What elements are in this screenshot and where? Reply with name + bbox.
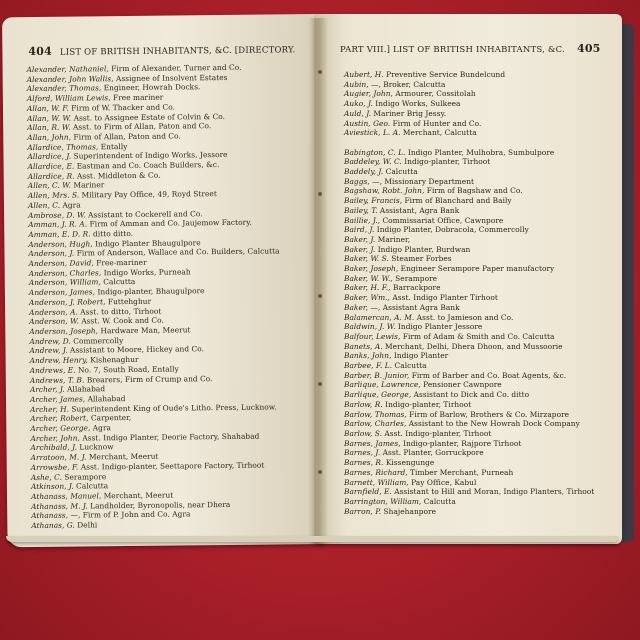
directory-entry [344, 322, 594, 332]
entry-name: Ashe, C. [30, 472, 62, 482]
entry-description: Steamer Forbes [388, 254, 452, 264]
binding-stitch [318, 192, 322, 196]
entry-description: Assistant to Cockerell and Co. [85, 208, 203, 219]
entry-name: Baker, W. W., [344, 273, 393, 283]
entry-description: Firm of Hunter and Co. [390, 118, 482, 128]
entry-name: Augier, John, [344, 89, 393, 99]
entry-name: Baker, W. S. [344, 254, 389, 264]
entry-name: Baillie, J., [344, 215, 381, 225]
directory-entry [344, 497, 594, 507]
entry-description: Merchant, Meerut [101, 490, 174, 501]
entry-description: Asst. W. Cook and Co. [78, 315, 164, 326]
entry-description: Indigo Planter Jessore [395, 322, 483, 332]
right-page [316, 14, 622, 544]
directory-entry [344, 245, 594, 255]
directory-entry [344, 264, 594, 274]
directory-entry [344, 293, 594, 303]
entry-name: Allardice, J. [27, 151, 72, 162]
entry-description: Firm of Barlow, Brothers & Co. Mirzapore [406, 409, 570, 419]
entry-name: Barlow, R. [344, 399, 383, 409]
left-header-title: LIST OF BRITISH INHABITANTS, &C. [DIRECTORY. [59, 45, 296, 58]
entry-description: Military Pay Office, 49, Royd Street [79, 189, 217, 200]
entry-description: Asst. Indigo Planter, Deorie Factory, Shahabad [79, 431, 260, 443]
entry-description: Kissengunge [383, 458, 435, 468]
directory-entry [344, 196, 594, 206]
right-header-title: PART VIII.] LIST OF BRITISH INHABITANTS, &C. [340, 45, 565, 55]
entry-name: Arrowsbe, F. [30, 462, 79, 472]
entry-name: Bagshaw, Robt. John, [344, 186, 425, 196]
directory-entry [344, 70, 594, 80]
entry-name: Aubert, H. [344, 70, 384, 79]
entry-description: Firm of Anderson, Wallace and Co. Builders, Calcutta [74, 246, 280, 258]
entry-description: Armourer, Cossitolah [392, 89, 476, 99]
directory-entry [344, 410, 594, 420]
entry-name: Barnes, Richard, [344, 467, 408, 477]
directory-entry [344, 361, 594, 371]
entry-name: Baker, J. [344, 244, 376, 254]
directory-entry [344, 235, 594, 245]
directory-entry [344, 351, 594, 361]
directory-entry [344, 390, 594, 400]
entry-description: Engineer, Howrah Docks. [101, 82, 201, 93]
entry-name: Archer, John, [30, 433, 80, 443]
entry-name: Babington, C. L. [344, 147, 406, 157]
entry-description: Hardware Man, Meerut [97, 325, 191, 336]
entry-name: Austin, Geo. [344, 118, 391, 128]
entry-name: Auld, J. [344, 108, 372, 118]
entry-description: Calcutta [392, 361, 427, 371]
entry-name: Amman, J. R. A. [28, 219, 88, 230]
directory-entry [344, 468, 594, 478]
directory-entry [344, 507, 594, 517]
entry-description: Indigo Planter [391, 351, 449, 361]
entry-description: Entally [98, 141, 128, 151]
entry-description: Indigo Works, Purneah [101, 267, 191, 278]
entry-description: Calcutta [383, 167, 418, 177]
entry-name: Allan, W. F. [26, 103, 69, 113]
entry-description: Commercolly [70, 335, 124, 346]
entry-description: Mariner Brig Jessy. [371, 108, 447, 118]
entry-description: No. 7, South Road, Entally [75, 364, 179, 375]
entry-description: Eastman and Co. Coach Builders, &c. [74, 160, 220, 171]
entry-name: Barber, B. Junior, [344, 370, 410, 380]
entry-name: Baker, Joseph, [344, 264, 399, 274]
entry-description: Kishenaghur [87, 354, 139, 365]
entry-description: Delhi [74, 520, 98, 530]
entry-description: Firm of Amman and Co. Jaujemow Factory. [87, 217, 252, 229]
entry-description: Barrackpore [390, 283, 441, 293]
entry-name: Anderson, A. [29, 307, 78, 317]
right-page-number: 405 [576, 42, 601, 55]
entry-name: Auko, J. [344, 99, 373, 109]
entry-name: Barnes, R. [344, 458, 384, 468]
directory-entry [344, 448, 594, 458]
entry-name: Anderson, Charles, [28, 268, 102, 278]
entry-description: Firm of Adam & Smith and Co. Calcutta [400, 331, 555, 341]
entry-name: Andrews, E. [29, 365, 76, 375]
directory-entry [344, 167, 594, 177]
entry-name: Barnfield, E. [344, 487, 392, 497]
entry-description: Assistant to Moore, Hickey and Co. [67, 344, 205, 356]
entry-description: Calcutta [100, 277, 136, 287]
directory-entry [344, 283, 594, 293]
entry-description: Serampore [392, 273, 438, 283]
directory-entry [344, 332, 594, 342]
entry-name: Anderson, W. [29, 316, 79, 327]
directory-entry [344, 419, 594, 429]
directory-entry [344, 99, 594, 109]
entry-description: Lucknow [76, 442, 114, 452]
directory-entry [344, 177, 594, 187]
entry-name: Baker, Wm., [344, 293, 390, 303]
entry-name: Alexander, Nathaniel, [26, 64, 109, 75]
entry-name: Barlow, S. [344, 429, 382, 438]
entry-name: Athanass, M. J. [31, 501, 88, 511]
directory-entry [344, 380, 594, 390]
entry-name: Anderson, J. [28, 248, 75, 259]
left-page-number: 404 [28, 44, 53, 59]
entry-description: Asst. Indigo Planter Tirhoot [389, 293, 498, 303]
entry-name: Archer, George, [30, 423, 91, 434]
entry-description: Indigo-planter, Tirhoot [382, 399, 472, 409]
entry-name: Baddely, J. [344, 167, 384, 177]
entry-description: Calcutta [421, 496, 456, 506]
entry-name: Allardice, R. [27, 171, 75, 181]
directory-entry [344, 216, 594, 226]
entry-name: Amman, E. D. R. [28, 229, 91, 239]
entry-name: Barrington, William, [344, 496, 422, 506]
entry-description: Asst. to ditto, Tirhoot [77, 306, 162, 317]
entry-name: Baggs, —, [344, 176, 382, 186]
entry-description: Free-mariner [93, 257, 147, 268]
entry-name: Andrew, D. [29, 336, 71, 346]
directory-entry [31, 518, 282, 530]
page-block-edge [6, 536, 618, 542]
entry-description: Engineer Serampore Paper manufactory [398, 264, 555, 274]
binding-stitch [318, 70, 322, 74]
directory-entry [344, 274, 594, 284]
entry-name: Andrew, Henry, [29, 355, 88, 366]
directory-entry [344, 487, 594, 497]
entry-description: Pay Office, Kabul [408, 477, 477, 487]
entry-name: Anderson, Joseph, [29, 326, 99, 337]
left-running-head [28, 42, 295, 58]
entry-name: Baker, H. F., [344, 283, 391, 293]
entry-name: Banks, John, [344, 351, 392, 361]
directory-entry [344, 148, 594, 158]
entry-name: Archer, James, [29, 394, 86, 404]
entry-name: Ambrose, D. W. [28, 209, 86, 220]
entry-name: Balfour, Lewis, [344, 331, 401, 341]
entry-name: Archer, H. [30, 404, 70, 414]
entry-name: Alford, William Lewis, [26, 93, 111, 104]
entry-name: Archer, J. [29, 384, 65, 395]
entry-description: Asst. to Firm of Allan, Paton and Co. [70, 121, 212, 132]
directory-entry [344, 186, 594, 196]
entry-description: Carpenter, [88, 413, 132, 423]
entry-name: Archer, Robert, [30, 413, 89, 424]
entry-description: Merchant, Delhi, Dhera Dhoon, and Mussoorie [382, 341, 563, 351]
directory-entry [344, 225, 594, 235]
entry-name: Baldwin, J. W. [344, 322, 396, 332]
entry-name: Atkinson, J. [30, 481, 74, 492]
directory-entry [344, 89, 594, 99]
directory-entry [344, 303, 594, 313]
entry-name: Anderson, James, [28, 287, 96, 298]
entry-name: Aubin, —, [344, 79, 381, 89]
entry-name: Anderson, William, [28, 277, 101, 288]
entry-name: Allan, R. W. [27, 122, 71, 133]
entry-description: Preventive Service Bundelcund [383, 70, 506, 79]
entry-description: Landholder, Byronopolis, near Dhera [87, 499, 231, 511]
entry-name: Allen, Mrs. S. [27, 190, 80, 201]
entry-name: Barlow, Charles, [344, 419, 407, 429]
entry-name: Barnes, James, [344, 438, 401, 448]
entry-description: Indigo-planter, Bhaugulpore [94, 286, 205, 297]
directory-entry [344, 458, 594, 468]
entry-name: Baker, —, [344, 302, 381, 312]
entry-description: Commissariat Office, Cawnpore [380, 215, 504, 225]
entry-name: Athanass, Manuel, [30, 491, 102, 501]
directory-entry [344, 206, 594, 216]
entry-description: Firm of P. John and Co. Agra [80, 509, 191, 520]
directory-entry [344, 429, 594, 439]
entry-description: Firm of Bagshaw and Co. [424, 186, 523, 196]
entry-name: Allen, C. [27, 200, 61, 210]
entry-name: Athanas, G. [31, 520, 75, 531]
entry-description: Timber Merchant, Purneah [407, 467, 514, 477]
directory-entry [344, 254, 594, 264]
entry-description: Firm of Blanchard and Baily [402, 196, 512, 206]
directory-entry [344, 478, 594, 488]
entry-description: Indigo Planter, Mulhobra, Sumbulpore [405, 147, 555, 157]
entry-description: Allahabad [85, 393, 126, 404]
entry-name: Barbee, F. L. [344, 361, 393, 371]
binding-stitch [318, 294, 322, 298]
entry-description: Serampore [61, 471, 107, 482]
entry-description: Firm of Barber and Co. Boat Agents, &c. [409, 370, 567, 380]
entry-name: Barlique, Lawrence, [344, 380, 421, 390]
entry-description: Shajehanpore [381, 506, 437, 516]
entry-description: Asst. to Jamieson and Co. [414, 312, 514, 322]
entry-name: Aviestick, L. A. [344, 128, 401, 138]
directory-entry [344, 400, 594, 410]
entry-name: Allan, W. W. [27, 113, 72, 123]
right-entry-list [344, 70, 594, 516]
entry-name: Baird, J. [344, 225, 375, 235]
entry-name: Allan, John, [27, 132, 72, 142]
entry-description: Assistant to Dick and Co. ditto [411, 390, 530, 400]
entry-name: Athanass, —, [31, 510, 81, 521]
entry-description: Indigo Works, Sulkeea [372, 99, 461, 109]
entry-name: Baker, J. [344, 234, 376, 244]
directory-entry [344, 109, 594, 119]
entry-description: Firm of Allan, Paton and Co. [71, 131, 181, 142]
directory-entry [344, 313, 594, 323]
entry-description: Futtehghur [105, 296, 152, 307]
entry-description: Firm of Alexander, Turner and Co. [108, 62, 242, 74]
directory-entry [344, 371, 594, 381]
entry-name: Banets, A. [344, 341, 383, 351]
entry-description: Asst. Middleton & Co. [74, 170, 161, 181]
entry-description: Merchant, Meerut [86, 451, 159, 462]
entry-name: Arratoon, M. J. [30, 452, 87, 463]
entry-description: Superintendent of Indigo Works, Jessore [71, 150, 228, 161]
entry-name: Barlique, George, [344, 390, 412, 400]
entry-description: Assistant to the New Howrah Dock Company [406, 419, 580, 429]
entry-name: Anderson, David, [28, 258, 94, 269]
entry-description: Broker, Calcutta [380, 79, 446, 89]
entry-name: Barlow, Thomas, [344, 409, 407, 419]
directory-entry [344, 439, 594, 449]
entry-description: Indigo Planter, Burdwan [375, 244, 471, 254]
entry-description: Asst. Indigo-planter, Seettapore Factory, Tirhoot [78, 460, 265, 472]
entry-name: Balamercan, A. M. [344, 312, 415, 322]
entry-description: Pensioner Cawnpore [420, 380, 502, 390]
entry-description: Brearers, Firm of Crump and Co. [84, 373, 213, 384]
entry-description: Indigo-planter, Rajpore Tirhoot [400, 438, 522, 448]
left-page [2, 14, 324, 547]
entry-description: Free mariner [110, 92, 164, 103]
entry-description: ditto ditto. [90, 228, 134, 239]
entry-description: Allahabad [64, 384, 106, 394]
entry-name: Bailey, Francis, [344, 196, 403, 206]
directory-entry [344, 119, 594, 129]
entry-description: Indigo Planter Bhaugulpore [92, 237, 201, 249]
entry-name: Alexander, John Wallis, [26, 73, 114, 84]
entry-description: Merchant, Calcutta [400, 128, 477, 138]
entry-name: Andrew, J. [29, 346, 68, 356]
entry-name: Baddeley, W. C. [344, 157, 402, 167]
entry-name: Allen, C. W. [27, 181, 72, 191]
book-gutter [308, 18, 328, 544]
entry-name: Anderson, J. Robert, [28, 297, 106, 307]
entry-name: Andrews, T. B. [29, 374, 85, 385]
entry-description: Mariner [70, 180, 105, 191]
entry-description: Asst. Planter, Gorruckpore [380, 448, 484, 458]
entry-name: Anderson, Hugh, [28, 239, 93, 249]
entry-description: Assistant to Hill and Moran, Indigo Planters, Tirhoot [391, 487, 595, 497]
entry-name: Allardice, E. [27, 161, 75, 172]
open-book [2, 14, 634, 550]
entry-description: Assistant Agra Bank [380, 302, 460, 312]
entry-name: Alexander, Thomas, [26, 83, 102, 94]
entry-description: Agra [90, 423, 112, 433]
entry-description: Agra [60, 200, 81, 210]
entry-description: Missionary Department [381, 176, 475, 186]
entry-name: Barron, P. [344, 506, 382, 516]
entry-description: Asst. to Assignee Estate of Colvin & Co. [71, 111, 226, 123]
left-entry-list [27, 62, 283, 530]
entry-description: Calcutta [73, 481, 109, 491]
directory-entry [344, 157, 594, 167]
entry-description: Assistant, Agra Bank [377, 205, 460, 215]
entry-description: Indigo-planter, Tirhoot [401, 157, 491, 167]
entry-name: Barnett, William, [344, 477, 409, 487]
directory-entry [344, 80, 594, 90]
entry-description: Mariner, [375, 234, 411, 244]
entry-description: Assignee of Insolvent Estates [113, 72, 228, 83]
binding-stitch [318, 470, 322, 474]
entry-description: Indigo Planter, Dobracola, Commercolly [374, 225, 529, 235]
entry-description: Superintendent King of Oude's Litho. Press, Lucknow. [68, 402, 277, 414]
section-gap [344, 138, 594, 148]
entry-name: Barnes, J. [344, 448, 381, 458]
entry-name: Archibald, J. [30, 442, 78, 453]
right-running-head [340, 42, 601, 55]
binding-stitch [318, 382, 322, 386]
directory-entry [344, 342, 594, 352]
entry-name: Bailey, T. [344, 205, 378, 215]
entry-name: Allardice, Thomas, [27, 141, 99, 152]
directory-entry [344, 128, 594, 138]
entry-description: Asst. Indigo-planter, Tirhoot [381, 429, 492, 438]
entry-description: Firm of W. Thacker and Co. [68, 102, 176, 113]
